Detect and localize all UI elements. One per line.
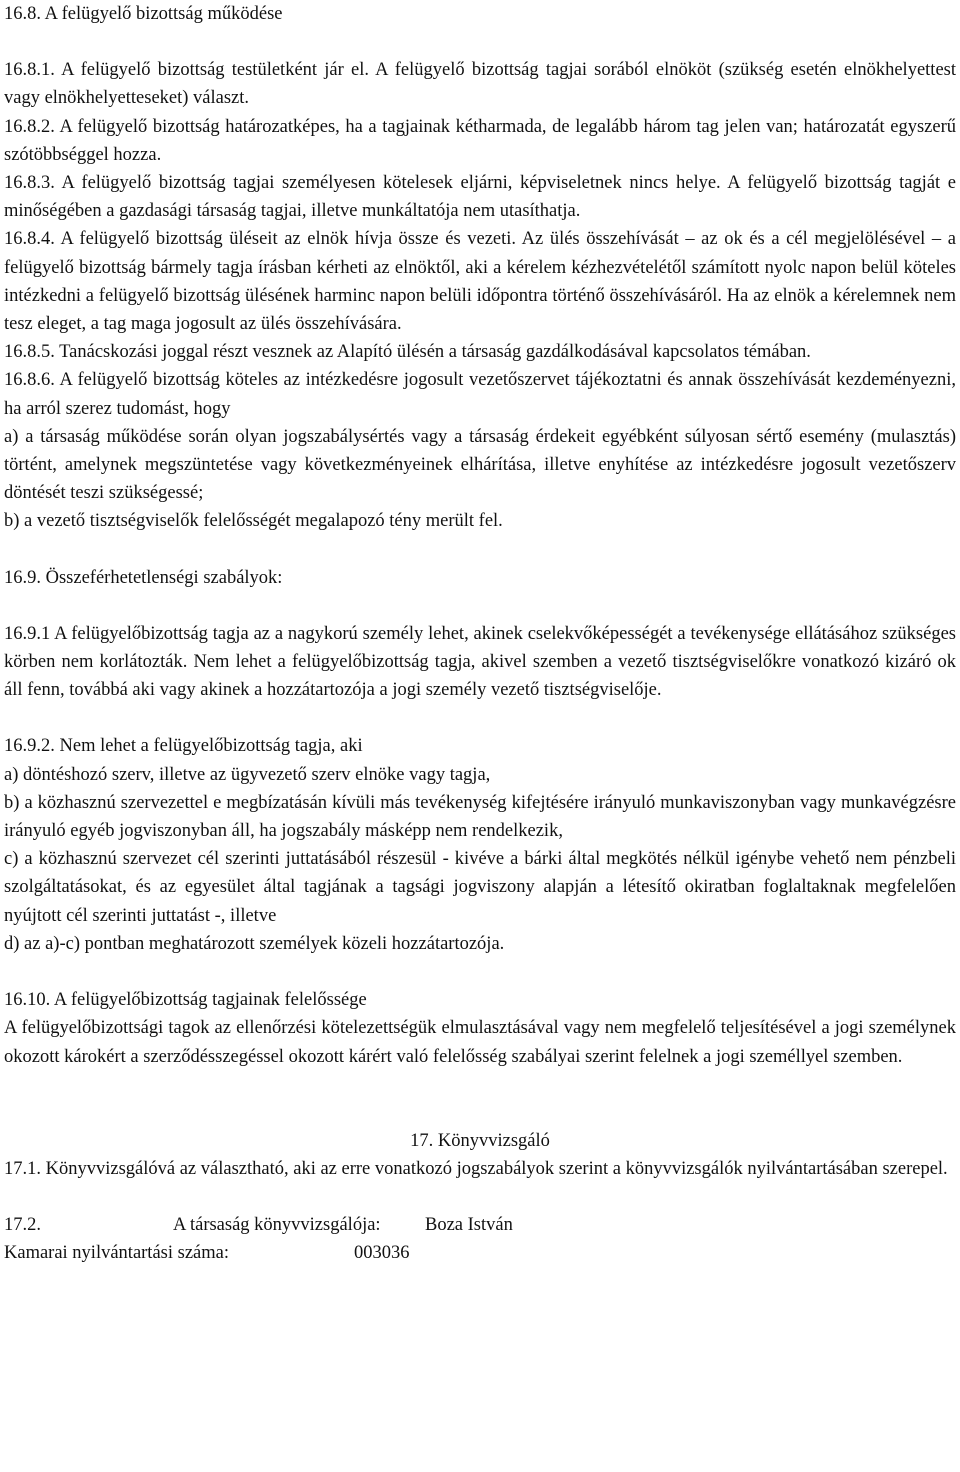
paragraph-17-1: 17.1. Könyvvizsgálóvá az választható, aki az erre vonatkozó jogszabályok szerint a könyvvizsgálók nyilvántartásában szerepel. — [4, 1158, 948, 1179]
section-heading-17: 17. Könyvvizsgáló — [410, 1130, 550, 1151]
list-item-16-8-6-b: b) a vezető tisztségviselők felelősségét megalapozó tény merült fel. — [4, 511, 503, 532]
paragraph-16-8-2: 16.8.2. A felügyelő bizottság határozatképes, ha a tagjainak kétharmada, de legalább három tag jelen van; határozatát egyszerű szótöbbséggel hozza. — [4, 116, 956, 165]
auditor-row — [4, 1211, 956, 1239]
paragraph-16-8-3: 16.8.3. A felügyelő bizottság tagjai személyesen kötelesek eljárni, képviseletnek nincs helye. A felügyelő bizottság tagját e minőségében a gazdasági társaság tagjai, illetve munkáltatója nem utasíthatja. — [4, 173, 956, 222]
list-item-16-9-2-c: c) a közhasznú szervezet cél szerinti juttatásából részesül - kivéve a bárki által megkötés nélkül igénybe vehető nem pénzbeli szolgáltatásokat, és az egyesület által tagjának a tagsági jogviszony alapján a létesítő okiratban foglaltaknak megfelelően nyújtott cél szerinti juttatást -, illetve — [4, 849, 956, 926]
list-item-16-9-2-a: a) döntéshozó szerv, illetve az ügyvezető szerv elnöke vagy tagja, — [4, 764, 491, 785]
list-item-16-9-2-b: b) a közhasznú szervezettel e megbízatásán kívüli más tevékenység kifejtésére irányuló munkaviszonyban vagy munkavégzésre irányuló egyéb jogviszonyban áll, ha jogszabály másképp nem rendelkezik, — [4, 792, 956, 842]
list-item-16-9-2-d: d) az a)-c) pontban meghatározott személyek közeli hozzátartozója. — [4, 933, 505, 954]
document-page — [4, 0, 956, 1268]
auditor-name: Boza István — [425, 1215, 513, 1236]
paragraph-16-9-1: 16.9.1 A felügyelőbizottság tagja az a nagykorú személy lehet, akinek cselekvőképességét a tevékenysége ellátásához szükséges körben nem korlátozták. Nem lehet a felügyelőbizottság tagja, akivel szemben a vezető tisztségviselőkre vonatkozó kizáró ok áll fenn, továbbá aki vagy akinek a hozzátartozója a jogi személy vezető tisztségviselője. — [4, 623, 956, 701]
chamber-label: Kamarai nyilvántartási száma: — [4, 1243, 229, 1264]
section-heading-16-8: 16.8. A felügyelő bizottság működése — [4, 4, 283, 24]
auditor-label: A társaság könyvvizsgálója: — [173, 1215, 381, 1236]
paragraph-16-8-4: 16.8.4. A felügyelő bizottság üléseit az elnök hívja össze és vezeti. Az ülés összehívását – az ok és a cél megjelölésével – a felügyelő bizottság bármely tagja írásban kérheti az elnöktől, aki a kérelem kézhezvételétől számított nyolc napon belül köteles intézkedni a felügyelő bizottság ülésének harminc napon belüli időpontra történő összehívásáról. Ha az elnök a kérelemnek nem tesz eleget, a tag maga jogosult az ülés összehívására. — [4, 229, 956, 335]
chamber-number: 003036 — [354, 1243, 410, 1264]
chamber-row — [4, 1239, 956, 1267]
paragraph-16-9-2: 16.9.2. Nem lehet a felügyelőbizottság tagja, aki — [4, 736, 363, 757]
list-item-16-8-6-a: a) a társaság működése során olyan jogszabálysértés vagy a társaság érdekeit egyébként súlyosan sértő esemény (mulasztás) történt, amelynek megszüntetése vagy következményeinek elhárítása, illetve enyhítése az intézkedésre jogosult vezetőszerv döntését teszi szükségessé; — [4, 426, 956, 504]
section-heading-16-10: 16.10. A felügyelőbizottság tagjainak felelőssége — [4, 990, 367, 1011]
paragraph-16-8-6: 16.8.6. A felügyelő bizottság köteles az intézkedésre jogosult vezetőszervet tájékoztatni és annak összehívását kezdeményezni, ha arról szerez tudomást, hogy — [4, 370, 956, 419]
paragraph-16-8-1: 16.8.1. A felügyelő bizottság testületként jár el. A felügyelő bizottság tagjai sorából elnököt (szükség esetén elnökhelyettest vagy elnökhelyetteseket) választ. — [4, 60, 956, 109]
auditor-number: 17.2. — [4, 1215, 41, 1236]
section-heading-16-9: 16.9. Összeférhetetlenségi szabályok: — [4, 567, 283, 588]
paragraph-16-10: A felügyelőbizottsági tagok az ellenőrzési kötelezettségük elmulasztásával vagy nem megfelelő teljesítésével a jogi személynek okozott károkért a szerződésszegéssel okozott kárért való felelősség szabályai szerint felelnek a jogi személlyel szemben. — [4, 1018, 956, 1067]
paragraph-16-8-5: 16.8.5. Tanácskozási joggal részt vesznek az Alapító ülésén a társaság gazdálkodásával kapcsolatos témában. — [4, 342, 811, 363]
